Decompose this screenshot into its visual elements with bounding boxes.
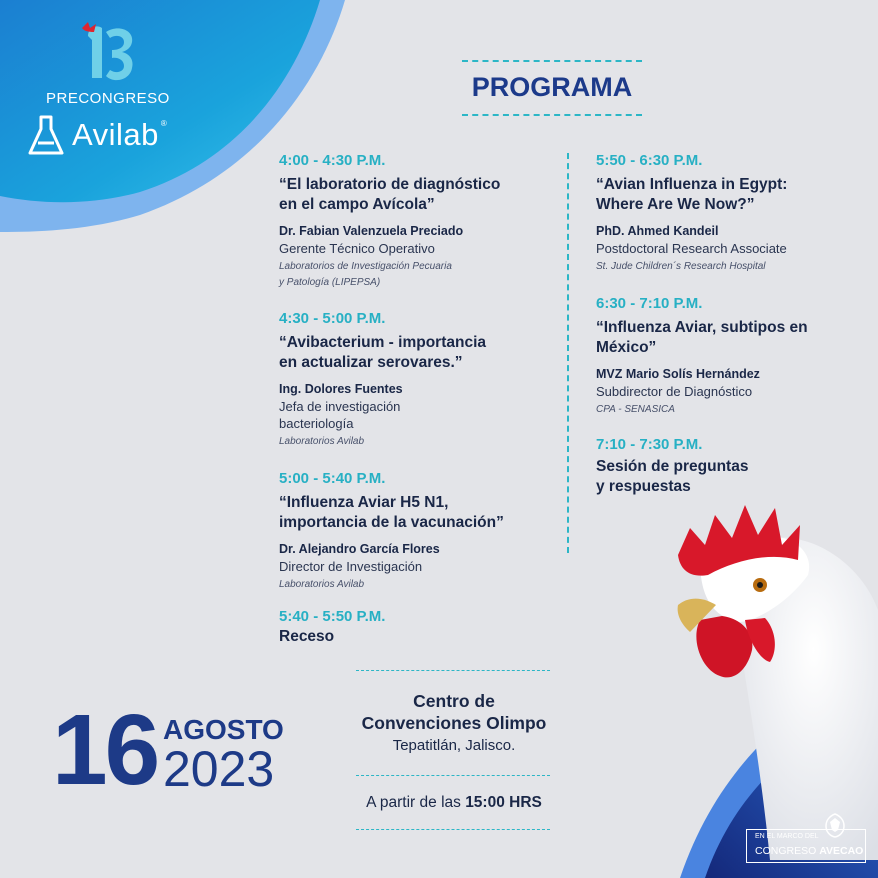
role-line: Jefa de investigación [279, 399, 401, 414]
session-title [596, 318, 866, 358]
venue-city: Tepatitlán, Jalisco. [392, 737, 516, 754]
speaker-org: CPA - SENASICA [596, 404, 675, 415]
session-title-line: en actualizar serovares.” [279, 354, 463, 371]
speaker-name: Ing. Dolores Fuentes [279, 382, 403, 396]
session-2 [279, 310, 564, 450]
session-time: 5:40 - 5:50 P.M. [279, 608, 386, 625]
role-line: bacteriología [279, 416, 354, 431]
precongreso-label: PRECONGRESO [46, 90, 170, 107]
start-prefix: A partir de las [366, 794, 466, 811]
badge-main-text [755, 845, 863, 857]
session-title-line: Where Are We Now?” [596, 196, 755, 213]
session-5 [596, 152, 866, 275]
event-day: 16 [52, 694, 158, 806]
session-title [279, 333, 564, 373]
session-title-line: México” [596, 339, 657, 356]
session-title-line: en el campo Avícola” [279, 196, 435, 213]
badge-prefix: CONGRESO [755, 845, 820, 857]
venue-rule-top [356, 670, 550, 671]
speaker-role: Gerente Técnico Operativo [279, 241, 435, 256]
venue-name-line: Convenciones Olimpo [361, 713, 547, 733]
congreso-avecao-badge [746, 829, 866, 863]
session-3 [279, 470, 564, 593]
session-time: 6:30 - 7:10 P.M. [596, 295, 703, 312]
session-6 [596, 295, 866, 418]
badge-small-text: EN EL MARCO DEL [755, 833, 819, 840]
speaker-org: St. Jude Children´s Research Hospital [596, 261, 766, 272]
rooster-illustration [678, 505, 878, 860]
speaker-org: Laboratorios Avilab [279, 436, 365, 447]
session-4 [279, 608, 564, 647]
title-rule-top [462, 60, 642, 62]
speaker-name: Dr. Alejandro García Flores [279, 542, 440, 556]
session-time: 4:30 - 5:00 P.M. [279, 310, 386, 327]
speaker-name: MVZ Mario Solís Hernández [596, 367, 760, 381]
speaker-name: Dr. Fabian Valenzuela Preciado [279, 224, 464, 238]
speaker-org [279, 259, 564, 291]
start-time: 15:00 HRS [465, 794, 542, 811]
session-title-line: “Avian Influenza in Egypt: [596, 176, 788, 193]
session-title-line: Sesión de preguntas [596, 458, 749, 475]
session-1 [279, 152, 564, 291]
speaker-name: PhD. Ahmed Kandeil [596, 224, 719, 238]
venue-rule-bottom [356, 829, 550, 830]
venue-name [320, 690, 588, 734]
session-time: 4:00 - 4:30 P.M. [279, 152, 386, 169]
session-time: 7:10 - 7:30 P.M. [596, 436, 703, 453]
program-title: PROGRAMA [471, 72, 633, 102]
venue-rule-middle [356, 775, 550, 776]
avilab-logo [28, 115, 167, 155]
session-title-line: “Influenza Aviar H5 N1, [279, 494, 449, 511]
avilab-flask-icon [28, 115, 64, 155]
speaker-role [279, 398, 564, 432]
precongreso-13-logo [78, 22, 138, 84]
avilab-wordmark: Avilab [72, 117, 159, 152]
session-title [596, 457, 866, 497]
venue-name-line: Centro de [413, 691, 495, 711]
registered-mark: ® [160, 119, 167, 128]
session-title [596, 175, 866, 215]
speaker-role: Director de Investigación [279, 559, 423, 574]
org-line: Laboratorios de Investigación Pecuaria [279, 261, 452, 272]
start-time-line [320, 794, 588, 812]
session-title-line: “Avibacterium - importancia [279, 334, 487, 351]
title-rule-bottom [462, 114, 642, 116]
session-time: 5:00 - 5:40 P.M. [279, 470, 386, 487]
badge-brand: AVECAO [819, 845, 864, 857]
session-title [279, 493, 564, 533]
org-line: y Patología (LIPEPSA) [279, 277, 381, 288]
speaker-org: Laboratorios Avilab [279, 579, 365, 590]
session-title-line: importancia de la vacunación” [279, 514, 504, 531]
session-title: Receso [279, 628, 335, 645]
event-month: AGOSTO [163, 714, 284, 745]
session-title-line: “El laboratorio de diagnóstico [279, 176, 501, 193]
session-title-line: “Influenza Aviar, subtipos en [596, 319, 808, 336]
session-title-line: y respuestas [596, 478, 691, 495]
event-year: 2023 [163, 741, 275, 797]
session-title [279, 175, 564, 215]
column-divider [567, 153, 569, 553]
speaker-role: Subdirector de Diagnóstico [596, 384, 753, 399]
session-time: 5:50 - 6:30 P.M. [596, 152, 703, 169]
session-7 [596, 436, 866, 497]
speaker-role: Postdoctoral Research Associate [596, 241, 787, 256]
